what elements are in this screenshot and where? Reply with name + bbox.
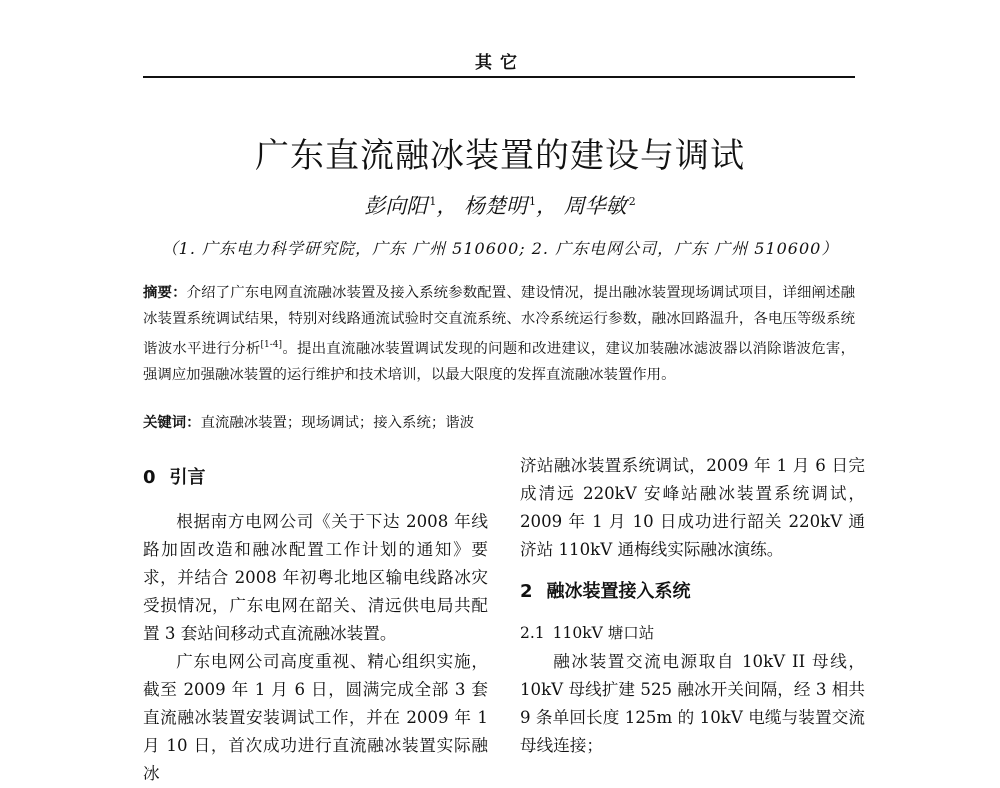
abstract bbox=[143, 280, 855, 388]
body-paragraph: 广东电网公司高度重视、精心组织实施，截至 2009 年 1 月 6 日，圆满完成全部 3 套直流融冰装置安装调试工作，并在 2009 年 1 月 10 日，首次成功进行直流融冰装置实际融冰 bbox=[143, 652, 488, 783]
keywords bbox=[143, 410, 855, 436]
subsection-heading bbox=[520, 618, 865, 648]
section-title: 融冰装置接入系统 bbox=[546, 581, 691, 602]
author-separator: ， bbox=[436, 194, 458, 218]
section-number: 2 bbox=[520, 581, 533, 602]
subsection-number: 2.1 bbox=[520, 624, 545, 642]
keywords-label: 关键词： bbox=[143, 415, 201, 431]
section-number: 0 bbox=[143, 467, 156, 488]
author-affiliation-mark: 1 bbox=[529, 195, 536, 208]
author-name: 周华敏 bbox=[563, 194, 627, 218]
author-name: 杨楚明 bbox=[464, 194, 527, 218]
keywords-text: 直流融冰装置；现场调试；接入系统；谐波 bbox=[200, 415, 475, 431]
section-title: 引言 bbox=[169, 467, 206, 488]
left-column bbox=[143, 452, 488, 788]
subsection-title: 110kV 塘口站 bbox=[552, 624, 655, 642]
author-list bbox=[0, 190, 1000, 220]
abstract-text: 介绍了广东电网直流融冰装置及接入系统参数配置、建设情况，提出融冰装置现场调试项目，详细阐述融冰装置系统调试结果，特别对线路通流试验时交直流系统、水冷系统运行参数，融冰回路温升，各电压等级系统谐波水平进行分析 bbox=[143, 285, 855, 357]
body-paragraph: 济站融冰装置系统调试，2009 年 1 月 6 日完成清远 220kV 安峰站融冰装置系统调试，2009 年 1 月 10 日成功进行韶关 220kV 通济站 110kV 通梅线实际融冰演练。 bbox=[520, 456, 865, 559]
affiliation-line: （1. 广东电力科学研究院，广东 广州 510600; 2. 广东电网公司，广东 广州 510600） bbox=[161, 239, 839, 258]
running-header-label: 其它 bbox=[475, 53, 525, 73]
author-name: 彭向阳 bbox=[364, 194, 428, 218]
author-separator: ， bbox=[536, 194, 557, 218]
author-affiliation-mark: 1 bbox=[429, 195, 437, 208]
abstract-text: 。提出直流融冰装置调试发现的问题和改进建议，建议加装融冰滤波器以消除谐波危害，强调应加强融冰装置的运行维护和技术培训，以最大限度的发挥直流融冰装置作用。 bbox=[143, 340, 855, 383]
section-heading bbox=[520, 572, 865, 612]
citation-ref: [1-4] bbox=[260, 340, 283, 350]
author-affiliation-mark: 2 bbox=[628, 195, 636, 208]
section-heading bbox=[143, 458, 488, 502]
right-column bbox=[520, 452, 865, 760]
abstract-label: 摘要： bbox=[143, 285, 187, 301]
header-rule bbox=[143, 76, 855, 78]
paper-title: 广东直流融冰装置的建设与调试 bbox=[255, 136, 745, 176]
body-paragraph: 融冰装置交流电源取自 10kV II 母线，10kV 母线扩建 525 融冰开关间隔，经 3 相共 9 条单回长度 125m 的 10kV 电缆与装置交流母线连接； bbox=[520, 652, 865, 755]
body-paragraph: 根据南方电网公司《关于下达 2008 年线路加固改造和融冰配置工作计划的通知》要求，并结合 2008 年初粤北地区输电线路冰灾受损情况，广东电网在韶关、清远供电局共配置 3 套站间移动式直流融冰装置。 bbox=[143, 512, 488, 643]
